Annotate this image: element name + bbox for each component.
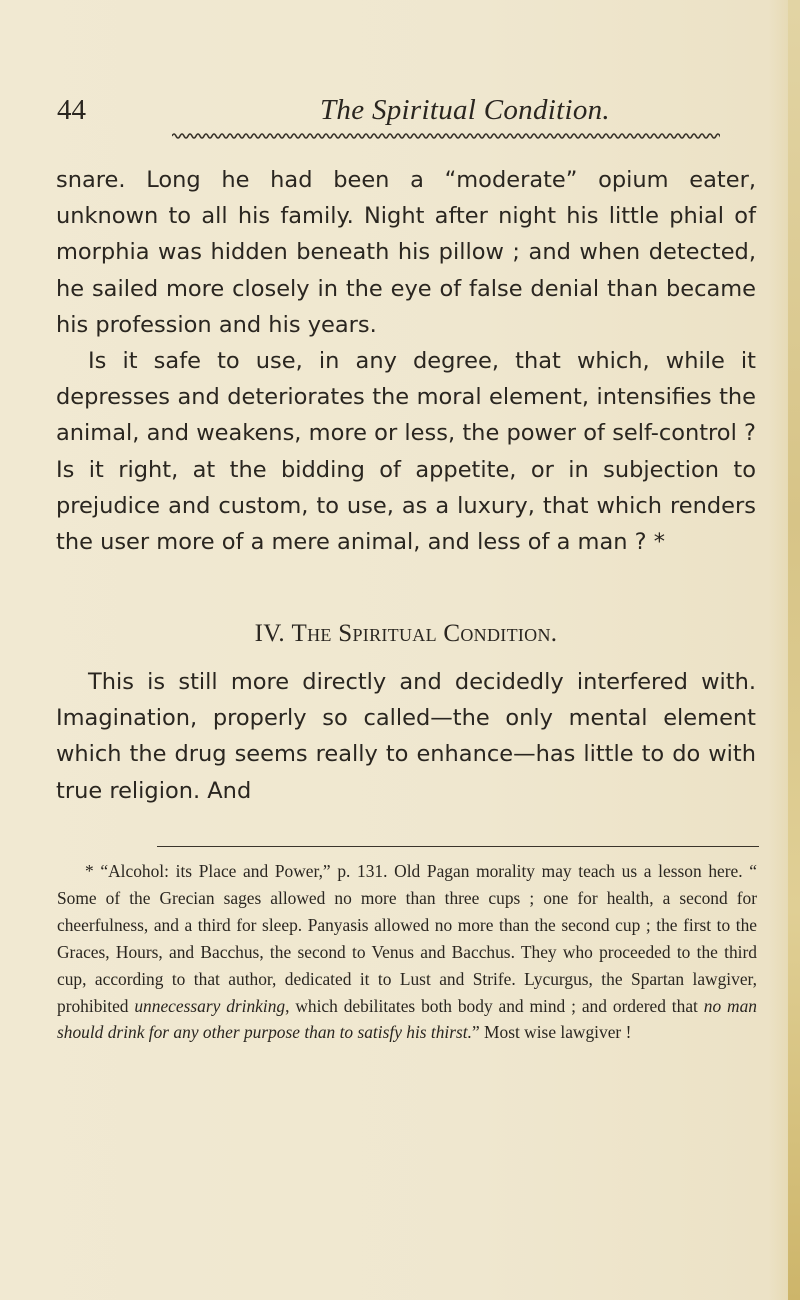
footnote-rule xyxy=(157,846,759,847)
footnote xyxy=(57,858,757,1046)
page-number: 44 xyxy=(57,94,86,126)
page-header xyxy=(57,94,757,134)
section-title: The Spiritual Condition. xyxy=(291,620,558,647)
footnote-text-1: * “Alcohol: its Place and Power,” p. 131. Old Pagan morality may teach us a lesson here. “ Some of the Grecian sages allowed no more than three cups ; one for health, a second for cheerfulness, and a third for sleep. Panyasis allowed no more than the second cup ; the first to the Graces, Hours, and Bacchus, the second to Venus and Bacchus. They who proceeded to the third cup, according to that author, dedicated it to Lust and Strife. Lycurgus, the Spartan lawgiver, prohibited xyxy=(57,861,757,1016)
running-title: The Spiritual Condition. xyxy=(320,94,610,126)
footnote-italic-2: no man should drink for any other purpose than to satisfy his thirst. xyxy=(57,995,757,1043)
footnote-text-3: ” Most wise lawgiver ! xyxy=(471,1022,632,1043)
header-ornament xyxy=(172,131,720,141)
footnote-text-2: , which debilitates both body and mind ; and ordered that xyxy=(285,995,704,1016)
paragraph-1: snare. Long he had been a “moderate” opium eater, unknown to all his family. Night after night his little phial of morphia was hidden beneath his pillow ; and when detected, he sailed more closely in the eye of false denial than became his profession and his years. xyxy=(56,167,756,338)
footnote-italic-1: unnecessary drinking xyxy=(134,995,286,1016)
section-text xyxy=(56,664,756,809)
paragraph-3: This is still more directly and decidedly interfered with. Imagination, properly so called—the only mental element which the drug seems really to enhance—has little to do with true religion. And xyxy=(56,669,756,804)
section-number: IV. xyxy=(254,620,285,647)
page-edge xyxy=(788,0,800,1300)
section-heading xyxy=(56,620,756,648)
main-text xyxy=(56,162,756,560)
paragraph-2: Is it safe to use, in any degree, that which, while it depresses and deteriorates the moral element, intensifies the animal, and weakens, more or less, the power of self-control ? Is it right, at the bidding of appetite, or in subjection to prejudice and custom, to use, as a luxury, that which renders the user more of a mere animal, and less of a man ? * xyxy=(56,348,756,556)
